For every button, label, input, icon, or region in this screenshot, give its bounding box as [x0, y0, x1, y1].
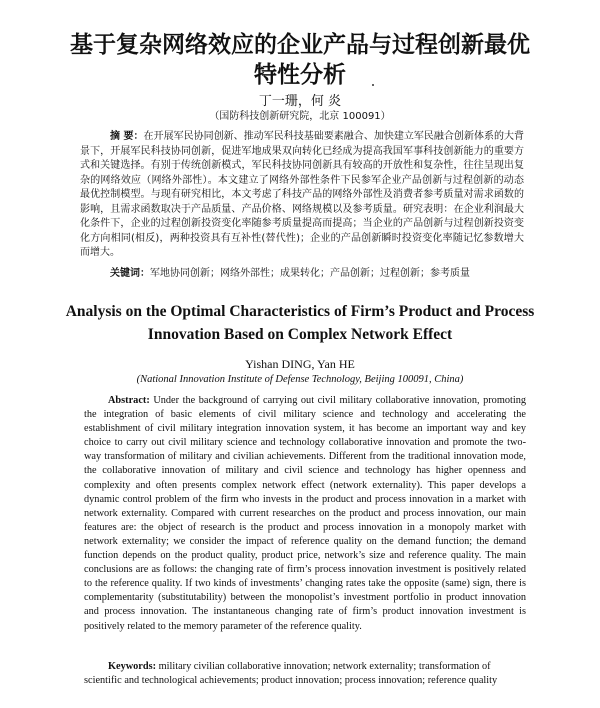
- chinese-keywords: [80, 267, 524, 281]
- chinese-authors: 丁一珊，何 炎: [258, 94, 342, 109]
- chinese-title: 基于复杂网络效应的企业产品与过程创新最优特性分析: [70, 32, 530, 88]
- chinese-abstract-label: 摘 要：: [110, 131, 144, 142]
- chinese-abstract-text: 在开展军民协同创新、推动军民科技基础要素融合、加快建立军民融合创新体系的大背景下，开展军民科技协同创新，促进军地成果双向转化已经成为提高我国军事科技创新能力的重要方式和关键选择。有别于传统创新模式，军民科技协同创新具有较高的开放性和复杂性，往往呈现出复杂的网络效应（网络外部性）。本文建立了网络外部性条件下民参军企业产品创新与过程创新的动态最优控制模型。与现有研究相比，本文考虑了科技产品的网络外部性及消费者参考质量对需求函数的影响，且需求函数取决于产品质量、产品价格、网络规模以及参考质量。研究表明：在企业利润最大化条件下，企业的过程创新投资变化率随参考质量提高而提高；当企业的产品创新与过程创新投资变化方向相同(相反)，两种投资具有互补性(替代性)；企业的产品创新瞬时投资变化率随记忆参数增大而增大。: [80, 131, 525, 258]
- chinese-abstract: [80, 130, 524, 261]
- english-keywords-text: military civilian collaborative innovation; network externality; transformation of scientific and technological achievements; product innovation; process innovation; reference quality: [84, 661, 498, 686]
- english-keywords: [84, 660, 526, 688]
- english-affiliation: (National Innovation Institute of Defense Technology, Beijing 100091, China): [136, 374, 464, 385]
- english-abstract-label: Abstract:: [108, 395, 150, 406]
- chinese-affiliation: （国防科技创新研究院，北京 100091）: [209, 111, 391, 122]
- english-authors: Yishan DING, Yan HE: [245, 357, 355, 371]
- english-abstract: [84, 394, 526, 634]
- english-keywords-label: Keywords:: [108, 661, 157, 672]
- chinese-keywords-text: 军地协同创新；网络外部性；成果转化；产品创新；过程创新；参考质量: [150, 268, 470, 279]
- english-abstract-text: Under the background of carrying out civil military collaborative innovation, promoting the integration of basic elements of civil military science and technology and accelerating the establishment of civil military integration innovation system, it has become an important way and key choice to carry out civil military science and technology collaborative innovation and promote the two-way transformation of military and civilian achievements. Different from the traditional innovation mode, the collaborative innovation of military and civil science and technology has higher openness and complexity and often presents complex network effect (network externality). This paper develops a dynamic control problem of the firm who invests in the product and process innovation in a market with network externality. Compared with current researches on the product and process innovation, our main features are: the object of research is the product and process innovation in a monopoly market with network externality; we consider the impact of reference quality on the demand function; the demand function depends on the product quality, product price, network’s size and reference quality. The main conclusions are as follows: the changing rate of firm’s process innovation investment is positively related to the reference quality. If two kinds of investments’ changing rates take the opposite (same) sign, there is complementarity (substitutability) between the monopolist’s investment portfolio in product innovation and process innovation. The instantaneous changing rate of firm’s product innovation investment is positively related to the memory parameter of the reference quality.: [84, 395, 526, 632]
- english-title: Analysis on the Optimal Characteristics of Firm’s Product and Process Innovation Based on Complex Network Effect: [65, 303, 535, 343]
- chinese-keywords-label: 关键词：: [110, 268, 150, 279]
- stray-mark: [372, 84, 374, 86]
